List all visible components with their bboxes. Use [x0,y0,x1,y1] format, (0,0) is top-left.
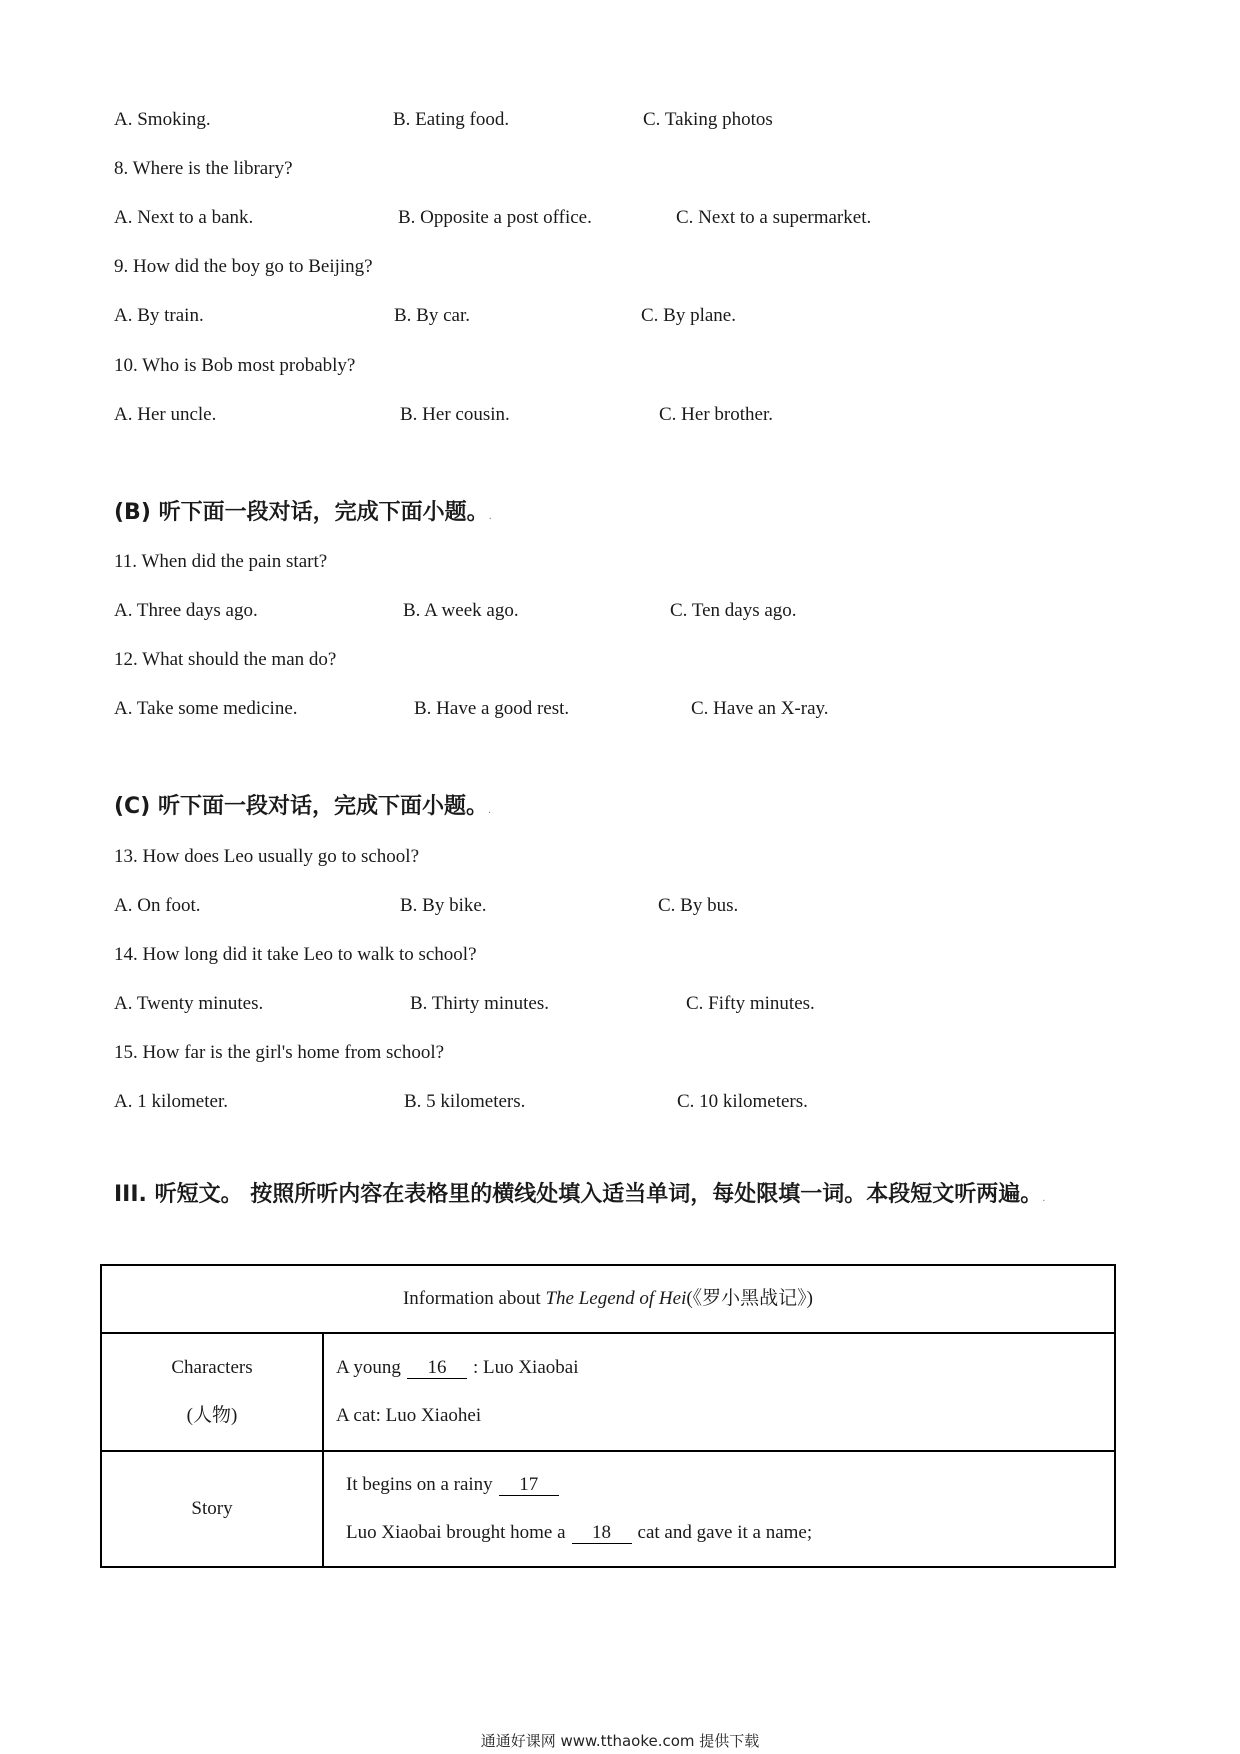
story-content-cell [323,1451,1115,1567]
q8-option-b: B. Opposite a post office. [398,207,592,228]
q13-question: 13. How does Leo usually go to school? [114,846,420,867]
q11-question: 11. When did the pain start? [114,551,328,572]
q14-option-b: B. Thirty minutes. [410,993,549,1014]
table-header-suffix: (《罗小黑战记》) [686,1288,814,1309]
q10-option-a: A. Her uncle. [114,404,217,425]
q9-question: 9. How did the boy go to Beijing? [114,256,373,277]
q8-option-c: C. Next to a supermarket. [676,207,872,228]
q11-option-a: A. Three days ago. [114,600,258,621]
table-header-prefix: Information about [402,1288,541,1309]
characters-label: Characters [171,1357,253,1378]
q12-question: 12. What should the man do? [114,649,337,670]
q9-option-b: B. By car. [394,305,470,326]
blank-18[interactable]: 18 [572,1523,632,1544]
q12-option-c: C. Have an X-ray. [691,698,829,719]
section-3-heading: III. 听短文。 按照所听内容在表格里的横线处填入适当单词，每处限填一词。本段短文听两遍。. [114,1182,1046,1207]
section-3-label: III. [114,1182,147,1207]
story-line-2-suffix: cat and gave it a name; [637,1522,813,1543]
story-line-1-prefix: It begins on a rainy [346,1474,493,1495]
table-row-characters [101,1333,1115,1451]
q14-option-c: C. Fifty minutes. [686,993,815,1014]
q7-option-b: B. Eating food. [393,109,510,130]
q15-question: 15. How far is the girl's home from school? [114,1042,445,1063]
q11-option-b: B. A week ago. [403,600,519,621]
section-b-title: 听下面一段对话，完成下面小题。 [158,500,489,525]
info-table [100,1264,1116,1568]
q13-option-c: C. By bus. [658,895,739,916]
q8-option-a: A. Next to a bank. [114,207,254,228]
section-3-title: 听短文。 按照所听内容在表格里的横线处填入适当单词，每处限填一词。本段短文听两遍。 [154,1182,1043,1207]
story-line-1 [346,1473,1114,1497]
footer-watermark: 通通好课网 www.tthaoke.com 提供下载 [480,1732,760,1750]
character-line-1-suffix: : Luo Xiaobai [472,1357,579,1378]
q10-question: 10. Who is Bob most probably? [114,355,356,376]
characters-label-cn: (人物) [186,1405,238,1426]
q15-option-c: C. 10 kilometers. [677,1091,808,1112]
story-line-2-prefix: Luo Xiaobai brought home a [346,1522,566,1543]
character-line-1-prefix: A young [336,1357,401,1378]
q7-option-a: A. Smoking. [114,109,211,130]
q12-option-b: B. Have a good rest. [414,698,570,719]
characters-content-cell [323,1333,1115,1451]
characters-label-cell [101,1333,323,1451]
section-c-label: (C) [114,794,151,819]
story-label-cell [101,1451,323,1567]
q15-option-a: A. 1 kilometer. [114,1091,228,1112]
q15-option-b: B. 5 kilometers. [404,1091,526,1112]
q9-option-a: A. By train. [114,305,204,326]
q9-option-c: C. By plane. [641,305,736,326]
character-line-2: A cat: Luo Xiaohei [336,1405,482,1426]
q7-option-c: C. Taking photos [643,109,773,130]
q14-option-a: A. Twenty minutes. [114,993,264,1014]
q8-question: 8. Where is the library? [114,158,293,179]
section-b-heading: (B) 听下面一段对话，完成下面小题。. [114,500,492,525]
section-c-heading: (C) 听下面一段对话，完成下面小题。. [114,794,492,819]
q14-question: 14. How long did it take Leo to walk to school? [114,944,477,965]
section-b-label: (B) [114,500,151,525]
table-header-cell [101,1265,1115,1333]
section-c-title: 听下面一段对话，完成下面小题。 [157,794,488,819]
q12-option-a: A. Take some medicine. [114,698,298,719]
q13-option-b: B. By bike. [400,895,487,916]
q10-option-c: C. Her brother. [659,404,773,425]
q10-option-b: B. Her cousin. [400,404,510,425]
blank-16[interactable]: 16 [407,1358,467,1379]
story-line-2 [346,1521,1114,1545]
character-line-1 [336,1356,1114,1380]
blank-17[interactable]: 17 [499,1475,559,1496]
table-header-row [101,1265,1115,1333]
q13-option-a: A. On foot. [114,895,201,916]
story-label: Story [191,1498,233,1519]
table-header-title: The Legend of Hei [545,1288,687,1309]
q11-option-c: C. Ten days ago. [670,600,797,621]
table-row-story [101,1451,1115,1567]
